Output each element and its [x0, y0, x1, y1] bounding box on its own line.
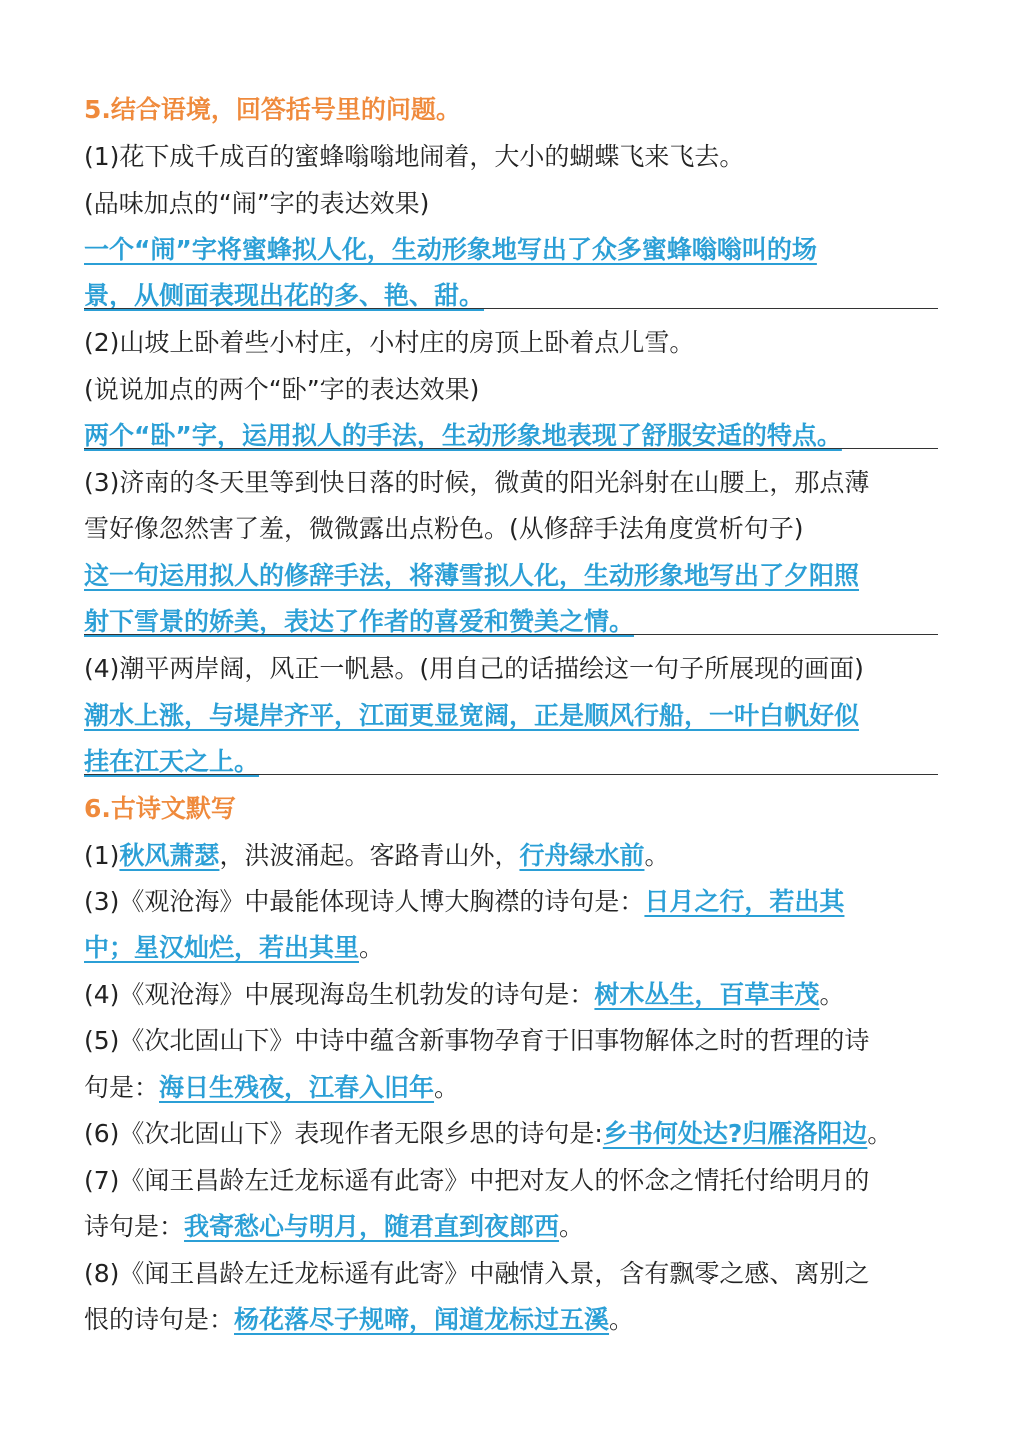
recitation-answer: 中；星汉灿烂，若出其里: [84, 933, 360, 962]
recitation-answer: 树木丛生，百草丰茂: [594, 980, 820, 1009]
recitation-answer: 杨花落尽子规啼，闻道龙标过五溪: [234, 1305, 610, 1334]
recitation-item-1: (1)秋风萧瑟，洪波涌起。客路青山外，行舟绿水前。: [84, 841, 670, 870]
answer-rule: [84, 308, 938, 309]
question-2-prompt: (说说加点的两个“卧”字的表达效果): [84, 375, 480, 404]
recitation-item-8: (8)《闻王昌龄左迁龙标遥有此寄》中融情入景，含有飘零之感、离别之: [84, 1259, 870, 1288]
question-1-answer-line: 一个“闹”字将蜜蜂拟人化，生动形象地写出了众多蜜蜂嗡嗡叫的场: [84, 235, 817, 264]
recitation-item-5-cont: 句是：海日生残夜，江春入旧年。: [84, 1073, 460, 1102]
recitation-answer: 乡书何处达?归雁洛阳边: [602, 1119, 868, 1148]
recitation-item-7-cont: 诗句是：我寄愁心与明月，随君直到夜郎西。: [84, 1212, 585, 1241]
question-3-text: 雪好像忽然害了羞，微微露出点粉色。(从修辞手法角度赏析句子): [84, 514, 804, 543]
recitation-answer: 行舟绿水前: [519, 841, 645, 870]
question-1-text: (1)花下成千成百的蜜蜂嗡嗡地闹着，大小的蝴蝶飞来飞去。: [84, 142, 745, 171]
question-4-text: (4)潮平两岸阔，风正一帆悬。(用自己的话描绘这一句子所展现的画面): [84, 654, 864, 683]
section-5-heading: 5.结合语境，回答括号里的问题。: [84, 95, 461, 124]
answer-rule: [84, 448, 938, 449]
recitation-answer: 我寄愁心与明月，随君直到夜郎西: [184, 1212, 560, 1241]
question-2-text: (2)山坡上卧着些小村庄，小村庄的房顶上卧着点儿雪。: [84, 328, 695, 357]
recitation-answer: 秋风萧瑟: [119, 841, 220, 870]
recitation-item-7: (7)《闻王昌龄左迁龙标遥有此寄》中把对友人的怀念之情托付给明月的: [84, 1166, 870, 1195]
recitation-answer: 海日生残夜，江春入旧年: [159, 1073, 435, 1102]
recitation-item-4: (4)《观沧海》中展现海岛生机勃发的诗句是：树木丛生，百草丰茂。: [84, 980, 845, 1009]
recitation-item-8-cont: 恨的诗句是：杨花落尽子规啼，闻道龙标过五溪。: [84, 1305, 635, 1334]
recitation-item-5: (5)《次北固山下》中诗中蕴含新事物孕育于旧事物解体之时的哲理的诗: [84, 1026, 870, 1055]
answer-rule: [84, 634, 938, 635]
recitation-answer: 日月之行，若出其: [644, 887, 845, 916]
question-2-answer-line: 两个“卧”字，运用拟人的手法，生动形象地表现了舒服安适的特点。: [84, 421, 842, 450]
recitation-item-3: (3)《观沧海》中最能体现诗人博大胸襟的诗句是：日月之行，若出其: [84, 887, 845, 916]
question-3-answer-line: 这一句运用拟人的修辞手法，将薄雪拟人化，生动形象地写出了夕阳照: [84, 561, 860, 590]
question-1-answer-line: 景，从侧面表现出花的多、艳、甜。: [84, 281, 485, 310]
question-1-prompt: (品味加点的“闹”字的表达效果): [84, 189, 430, 218]
recitation-item-6: (6)《次北固山下》表现作者无限乡思的诗句是:乡书何处达?归雁洛阳边。: [84, 1119, 893, 1148]
answer-rule: [84, 774, 938, 775]
question-3-text: (3)济南的冬天里等到快日落的时候，微黄的阳光斜射在山腰上，那点薄: [84, 468, 870, 497]
question-4-answer-line: 挂在江天之上。: [84, 747, 260, 776]
question-3-answer-line: 射下雪景的娇美，表达了作者的喜爱和赞美之情。: [84, 607, 635, 636]
section-6-heading: 6.古诗文默写: [84, 794, 236, 823]
question-4-answer-line: 潮水上涨，与堤岸齐平，江面更显宽阔，正是顺风行船，一叶白帆好似: [84, 701, 860, 730]
recitation-item-3-cont: 中；星汉灿烂，若出其里。: [84, 933, 385, 962]
